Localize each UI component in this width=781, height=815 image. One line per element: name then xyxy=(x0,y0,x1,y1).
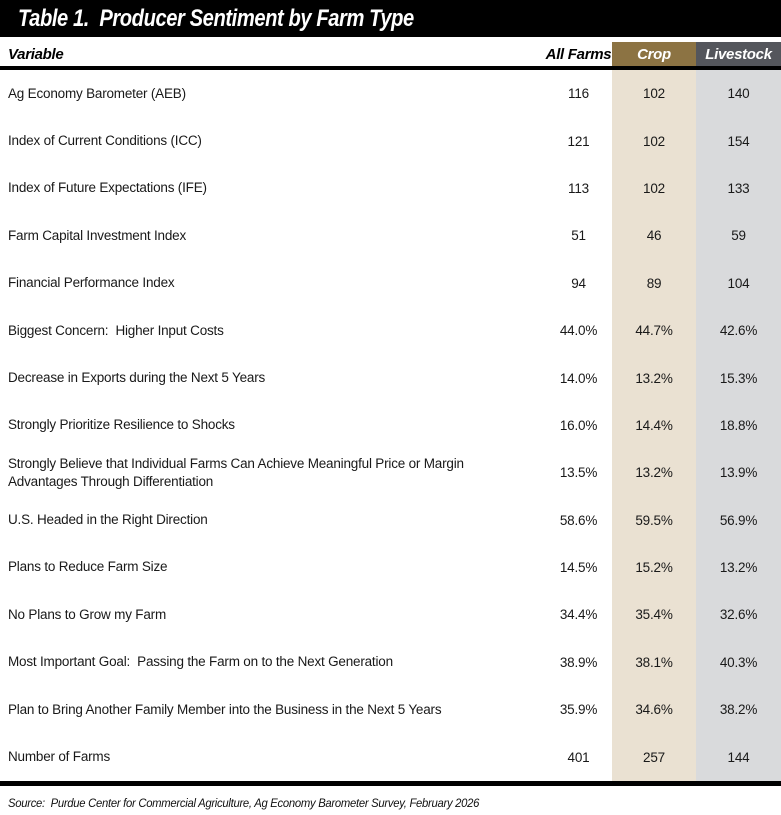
table-row xyxy=(0,260,781,307)
crop-value: 13.2% xyxy=(612,449,696,496)
variable-label: Farm Capital Investment Index xyxy=(8,227,187,243)
livestock-value: 59 xyxy=(696,212,781,259)
column-header-crop: Crop xyxy=(612,42,696,66)
all-farms-value: 113 xyxy=(568,180,589,196)
variable-label: Ag Economy Barometer (AEB) xyxy=(8,85,186,101)
all-farms-value: 13.5% xyxy=(559,465,598,481)
table-row xyxy=(0,165,781,212)
livestock-value: 154 xyxy=(696,117,781,164)
livestock-value: 144 xyxy=(696,733,781,780)
table-title: Table 1. Producer Sentiment by Farm Type xyxy=(18,4,414,32)
all-farms-value: 58.6% xyxy=(559,512,598,528)
crop-value: 46 xyxy=(612,212,696,259)
all-farms-value: 401 xyxy=(567,749,590,765)
table-row xyxy=(0,117,781,164)
livestock-value: 140 xyxy=(696,70,781,117)
all-farms-value: 51 xyxy=(571,228,586,244)
variable-label: Index of Current Conditions (ICC) xyxy=(8,132,202,148)
column-header-all-farms: All Farms xyxy=(545,45,612,63)
table-row xyxy=(0,497,781,544)
variable-label: Plans to Reduce Farm Size xyxy=(8,559,168,575)
all-farms-value: 35.9% xyxy=(559,702,598,718)
crop-value: 59.5% xyxy=(612,497,696,544)
crop-value: 13.2% xyxy=(612,354,696,401)
variable-label: Plan to Bring Another Family Member into the Business in the Next 5 Years xyxy=(8,701,442,717)
variable-label: Strongly Prioritize Resilience to Shocks xyxy=(8,417,235,433)
table-row xyxy=(0,686,781,733)
table-row xyxy=(0,544,781,591)
all-farms-value: 116 xyxy=(568,86,589,102)
variable-label: Index of Future Expectations (IFE) xyxy=(8,180,207,196)
source-note: Source: Purdue Center for Commercial Agriculture, Ag Economy Barometer Survey, February 2026 xyxy=(8,795,480,810)
variable-label: U.S. Headed in the Right Direction xyxy=(8,512,208,528)
all-farms-value: 44.0% xyxy=(559,323,598,339)
livestock-value: 32.6% xyxy=(696,591,781,638)
variable-label: Most Important Goal: Passing the Farm on to the Next Generation xyxy=(8,654,393,670)
crop-value: 38.1% xyxy=(612,639,696,686)
all-farms-value: 121 xyxy=(567,133,590,149)
crop-value: 15.2% xyxy=(612,544,696,591)
table-row xyxy=(0,449,781,496)
all-farms-value: 94 xyxy=(571,275,586,291)
variable-label: Financial Performance Index xyxy=(8,275,175,291)
crop-value: 34.6% xyxy=(612,686,696,733)
livestock-value: 42.6% xyxy=(696,307,781,354)
column-header-row xyxy=(0,42,781,66)
table-row xyxy=(0,354,781,401)
crop-value: 102 xyxy=(612,70,696,117)
crop-value: 44.7% xyxy=(612,307,696,354)
variable-label: Number of Farms xyxy=(8,749,111,765)
table-row xyxy=(0,212,781,259)
livestock-value: 13.2% xyxy=(696,544,781,591)
table-title-bar xyxy=(0,0,781,37)
all-farms-value: 38.9% xyxy=(559,654,598,670)
all-farms-value: 16.0% xyxy=(559,417,598,433)
livestock-value: 40.3% xyxy=(696,639,781,686)
column-header-livestock: Livestock xyxy=(696,42,781,66)
table-row xyxy=(0,733,781,780)
all-farms-value: 34.4% xyxy=(559,607,598,623)
crop-value: 14.4% xyxy=(612,402,696,449)
table-row xyxy=(0,70,781,117)
livestock-value: 56.9% xyxy=(696,497,781,544)
livestock-value: 38.2% xyxy=(696,686,781,733)
all-farms-value: 14.0% xyxy=(559,370,598,386)
variable-label: Strongly Believe that Individual Farms Can Achieve Meaningful Price or Margin Advantages Through Differentiation xyxy=(8,455,467,489)
variable-label: No Plans to Grow my Farm xyxy=(8,606,166,622)
table-row xyxy=(0,639,781,686)
variable-label: Biggest Concern: Higher Input Costs xyxy=(8,322,224,338)
livestock-value: 133 xyxy=(696,165,781,212)
livestock-value: 104 xyxy=(696,260,781,307)
source-row xyxy=(0,786,781,812)
crop-value: 35.4% xyxy=(612,591,696,638)
table-row xyxy=(0,307,781,354)
table-body xyxy=(0,70,781,781)
livestock-value: 13.9% xyxy=(696,449,781,496)
all-farms-value: 14.5% xyxy=(559,560,598,576)
livestock-value: 15.3% xyxy=(696,354,781,401)
table-row xyxy=(0,402,781,449)
variable-label: Decrease in Exports during the Next 5 Years xyxy=(8,369,266,385)
crop-value: 257 xyxy=(612,733,696,780)
livestock-value: 18.8% xyxy=(696,402,781,449)
table-row xyxy=(0,591,781,638)
crop-value: 102 xyxy=(612,165,696,212)
column-header-variable: Variable xyxy=(8,45,64,63)
crop-value: 102 xyxy=(612,117,696,164)
crop-value: 89 xyxy=(612,260,696,307)
